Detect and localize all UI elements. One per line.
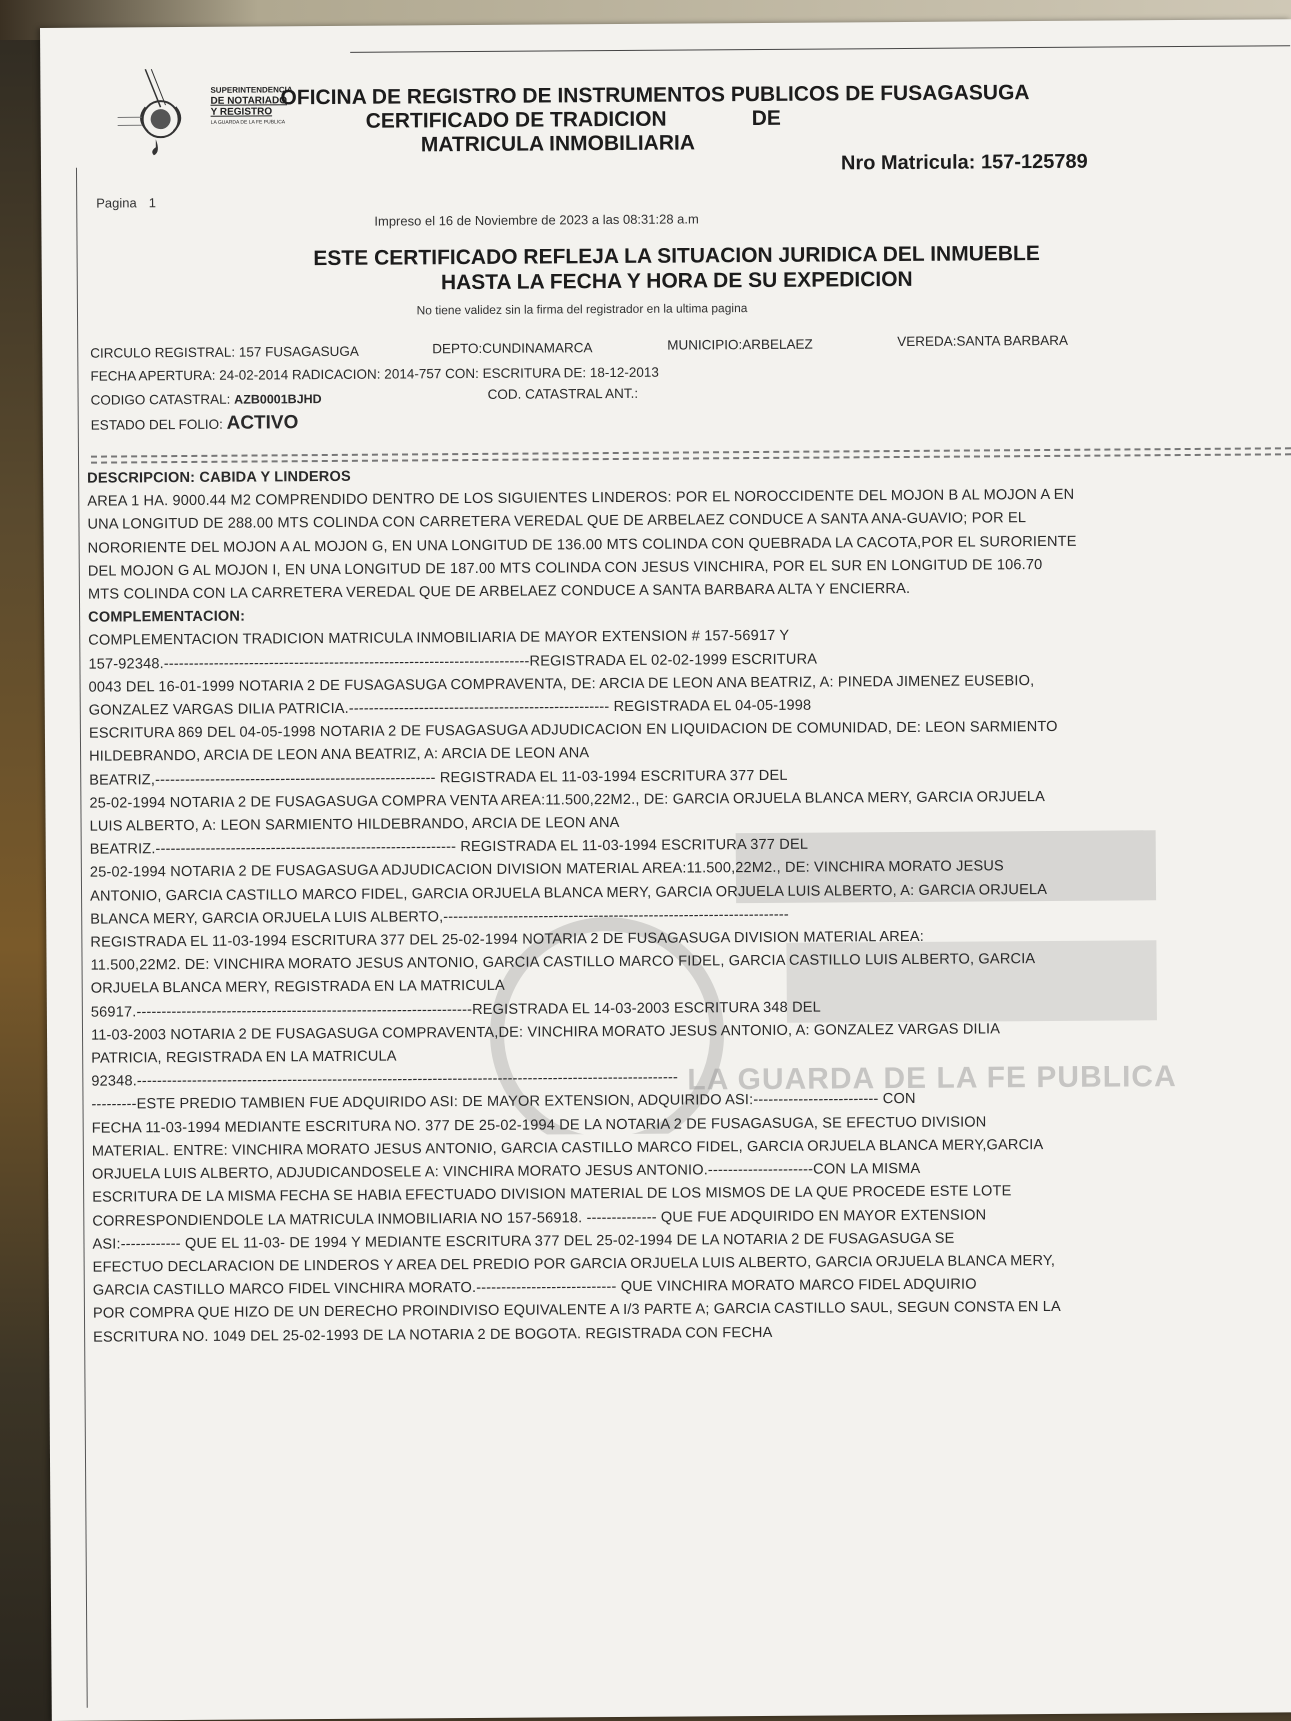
estado-folio — [91, 412, 299, 435]
cod-catastral-ant: COD. CATASTRAL ANT.: — [487, 385, 639, 402]
logo-line-1: SUPERINTENDENCIA — [210, 85, 293, 95]
complementacion-line: ESCRITURA 869 DEL 04-05-1998 NOTARIA 2 DE FUSAGASUGA ADJUDICACION EN LIQUIDACION DE COMUNIDAD, DE: LEON SARMIENTO — [88, 719, 1058, 742]
estado-label: ESTADO DEL FOLIO: — [90, 416, 223, 433]
complementacion-line: BLANCA MERY, GARCIA ORJUELA LUIS ALBERTO,--------------------------------------------------------------------- — [90, 906, 789, 928]
complementacion-line: HILDEBRANDO, ARCIA DE LEON ANA BEATRIZ, A: ARCIA DE LEON ANA — [89, 745, 590, 766]
complementacion-line: ORJUELA BLANCA MERY, REGISTRADA EN LA MATRICULA — [90, 978, 505, 998]
complementacion-line: LUIS ALBERTO, A: LEON SARMIENTO HILDEBRANDO, ARCIA DE LEON ANA — [89, 815, 620, 835]
certificado-label: CERTIFICADO DE TRADICION — [365, 107, 667, 133]
watermark-text: LA GUARDA DE LA FE PUBLICA — [687, 1060, 1177, 1097]
print-date: Impreso el 16 de Noviembre de 2023 a las 08:31:28 a.m — [374, 211, 699, 229]
complementacion-line: MATERIAL. ENTRE: VINCHIRA MORATO JESUS ANTONIO, GARCIA CASTILLO MARCO FIDEL, GARCIA ORJUELA BLANCA MERY,GARCIA — [91, 1136, 1044, 1160]
complementacion-line: EFECTUO DECLARACION DE LINDEROS Y AREA DEL PREDIO POR GARCIA ORJUELA LUIS ALBERTO, GARCIA ORJUELA BLANCA MERY, — [92, 1252, 1056, 1276]
vereda: VEREDA:SANTA BARBARA — [897, 332, 1069, 350]
complementacion-line: ANTONIO, GARCIA CASTILLO MARCO FIDEL, GARCIA ORJUELA BLANCA MERY, GARCIA ORJUELA LUIS ALBERTO, A: GARCIA ORJUELA — [90, 881, 1048, 905]
complementacion-line: GARCIA CASTILLO MARCO FIDEL VINCHIRA MORATO.---------------------------- QUE VINCHIRA MORATO MARCO FIDEL ADQUIRIO — [92, 1276, 977, 1299]
complementacion-line: 92348.------------------------------------------------------------------------------------------------------------ — [91, 1069, 679, 1090]
validity-note: No tiene validez sin la firma del registrador en la ultima pagina — [416, 301, 748, 318]
left-rule — [76, 168, 88, 1708]
complementacion-line: PATRICIA, REGISTRADA EN LA MATRICULA — [91, 1048, 397, 1067]
complementacion-line: ESCRITURA NO. 1049 DEL 25-02-1993 DE LA NOTARIA 2 DE BOGOTA. REGISTRADA CON FECHA — [93, 1324, 773, 1346]
complementacion-line: BEATRIZ,-------------------------------------------------------- REGISTRADA EL 11-03-1994 ESCRITURA 377 DEL — [89, 767, 788, 789]
descripcion-line: NORORIENTE DEL MOJON A AL MOJON G, EN UNA LONGITUD DE 136.00 MTS COLINDA CON QUEBRADA LA CACOTA,POR EL SURORIENTE — [87, 533, 1077, 557]
certificate-page — [40, 19, 1291, 1721]
logo-line-4: LA GUARDA DE LA FE PUBLICA — [210, 119, 286, 126]
complementacion-line: REGISTRADA EL 11-03-1994 ESCRITURA 377 DEL 25-02-1994 NOTARIA 2 DE FUSAGASUGA DIVISION MATERIAL AREA: — [90, 928, 924, 951]
codigo-catastral — [91, 391, 322, 408]
fecha-apertura: FECHA APERTURA: 24-02-2014 RADICACION: 2014-757 CON: ESCRITURA DE: 18-12-2013 — [90, 364, 659, 384]
municipio: MUNICIPIO:ARBELAEZ — [667, 336, 813, 353]
codigo-label: CODIGO CATASTRAL: — [90, 391, 231, 408]
complementacion-line: BEATRIZ.------------------------------------------------------------ REGISTRADA EL 11-03-1994 ESCRITURA 377 DEL — [89, 836, 809, 858]
office-title-line-3: MATRICULA INMOBILIARIA — [420, 131, 696, 157]
complementacion-line: 11-03-2003 NOTARIA 2 DE FUSAGASUGA COMPRAVENTA,DE: VINCHIRA MORATO JESUS ANTONIO, A: GONZALEZ VARGAS DILIA — [90, 1021, 1001, 1044]
complementacion-line: 0043 DEL 16-01-1999 NOTARIA 2 DE FUSAGASUGA COMPRAVENTA, DE: ARCIA DE LEON ANA BEATRIZ, A: PINEDA JIMENEZ EUSEBIO, — [88, 672, 1035, 696]
logo-line-2: DE NOTARIADO — [210, 95, 288, 107]
circulo-registral: CIRCULO REGISTRAL: 157 FUSAGASUGA — [90, 343, 359, 361]
complementacion-heading: COMPLEMENTACION: — [88, 608, 246, 626]
statement-line-2: HASTA LA FECHA Y HORA DE SU EXPEDICION — [440, 267, 913, 295]
office-title-line-1: OFICINA DE REGISTRO DE INSTRUMENTOS PUBLICOS DE FUSAGASUGA — [280, 81, 1030, 110]
page-number — [96, 195, 156, 210]
office-title — [270, 80, 1170, 158]
complementacion-line: ASI:------------ QUE EL 11-03- DE 1994 Y MEDIANTE ESCRITURA 377 DEL 25-02-1994 DE LA NOTARIA 2 DE FUSAGASUGA SE — [92, 1230, 955, 1253]
complementacion-line: 25-02-1994 NOTARIA 2 DE FUSAGASUGA COMPRA VENTA AREA:11.500,22M2., DE: GARCIA ORJUELA BLANCA MERY, GARCIA ORJUELA — [89, 788, 1046, 812]
page-value: 1 — [148, 195, 156, 211]
top-rule — [350, 45, 1290, 53]
codigo-value: AZB0001BJHD — [234, 392, 322, 407]
complementacion-line: 25-02-1994 NOTARIA 2 DE FUSAGASUGA ADJUDICACION DIVISION MATERIAL AREA:11.500,22M2., DE: VINCHIRA MORATO JESUS — [89, 858, 1004, 882]
seal-icon — [115, 67, 196, 163]
de-label: DE — [751, 106, 781, 131]
complementacion-line: FECHA 11-03-1994 MEDIANTE ESCRITURA NO. 377 DE 25-02-1994 DE LA NOTARIA 2 DE FUSAGASUGA, SE EFECTUO DIVISION — [91, 1114, 987, 1137]
complementacion-line: ---------ESTE PREDIO TAMBIEN FUE ADQUIRIDO ASI: DE MAYOR EXTENSION, ADQUIRIDO ASI:------------------------- CON — [91, 1091, 916, 1114]
depto: DEPTO:CUNDINAMARCA — [432, 340, 593, 357]
complementacion-line: POR COMPRA QUE HIZO DE UN DERECHO PROINDIVISO EQUIVALENTE A I/3 PARTE A; GARCIA CASTILLO SAUL, SEGUN CONSTA EN LA — [92, 1299, 1061, 1322]
estado-value: ACTIVO — [226, 412, 299, 434]
complementacion-line: 157-92348.-------------------------------------------------------------------------REGISTRADA EL 02-02-1999 ESCRITURA — [88, 651, 818, 673]
complementacion-line: CORRESPONDIENDOLE LA MATRICULA INMOBILIARIA NO 157-56918. -------------- QUE FUE ADQUIRIDO EN MAYOR EXTENSION — [92, 1206, 987, 1230]
complementacion-line: ESCRITURA DE LA MISMA FECHA SE HABIA EFECTUADO DIVISION MATERIAL DE LOS MISMOS DE LA QUE PROCEDE ESTE LOTE — [92, 1183, 1012, 1206]
certificate-statement — [257, 241, 1097, 297]
complementacion-line: 11.500,22M2. DE: VINCHIRA MORATO JESUS ANTONIO, GARCIA CASTILLO MARCO FIDEL, GARCIA CASTILLO LUIS ALBERTO, GARCIA — [90, 951, 1036, 974]
complementacion-line: ORJUELA LUIS ALBERTO, ADJUDICANDOSELE A: VINCHIRA MORATO JESUS ANTONIO.---------------------CON LA MISMA — [91, 1160, 921, 1183]
descripcion-line: MTS COLINDA CON LA CARRETERA VEREDAL QUE DE ARBELAEZ CONDUCE A SANTA BARBARA ALTA Y ENCIERRA. — [87, 580, 911, 603]
complementacion-line: COMPLEMENTACION TRADICION MATRICULA INMOBILIARIA DE MAYOR EXTENSION # 157-56917 Y — [88, 628, 790, 650]
complementacion-line: GONZALEZ VARGAS DILIA PATRICIA.---------------------------------------------------- REGISTRADA EL 04-05-1998 — [88, 697, 812, 719]
descripcion-line: UNA LONGITUD DE 288.00 MTS COLINDA CON CARRETERA VEREDAL QUE DE ARBELAEZ CONDUCE A SANTA ANA-GUAVIO; POR EL — [87, 510, 1027, 534]
descripcion-line: AREA 1 HA. 9000.44 M2 COMPRENDIDO DENTRO DE LOS SIGUIENTES LINDEROS: POR EL NOROCCIDENTE DEL MOJON B AL MOJON A EN — [87, 486, 1075, 510]
descripcion-line: DEL MOJON G AL MOJON I, EN UNA LONGITUD DE 187.00 MTS COLINDA CON JESUS VINCHIRA, POR EL SUR EN LONGITUD DE 106.70 — [87, 556, 1043, 580]
nro-matricula: Nro Matricula: 157-125789 — [840, 150, 1088, 175]
statement-line-1: ESTE CERTIFICADO REFLEJA LA SITUACION JURIDICA DEL INMUEBLE — [313, 242, 1040, 271]
page-label: Pagina — [96, 195, 137, 211]
document-body — [87, 459, 1283, 1349]
complementacion-line: 56917.-------------------------------------------------------------------REGISTRADA EL 14-03-2003 ESCRITURA 348 DEL — [90, 999, 821, 1021]
descripcion-heading: DESCRIPCION: CABIDA Y LINDEROS — [87, 468, 351, 487]
logo-line-3: Y REGISTRO — [210, 106, 273, 118]
